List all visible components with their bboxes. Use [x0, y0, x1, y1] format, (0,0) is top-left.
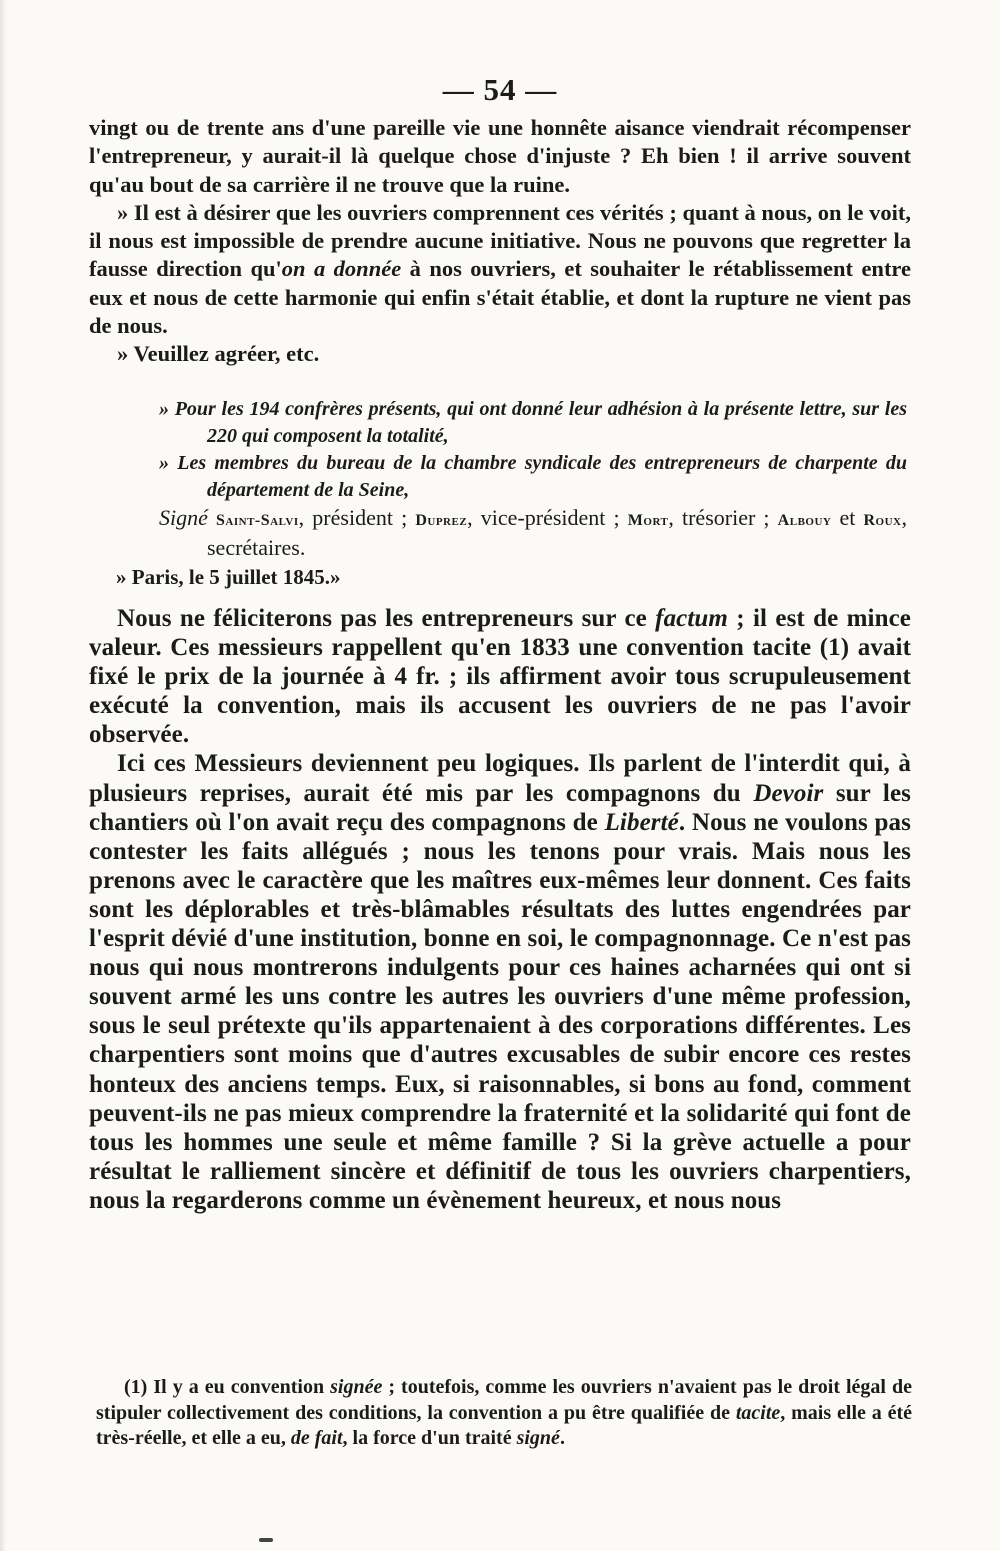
letter-p2-italic: on a donnée — [281, 256, 402, 282]
signature-block — [159, 396, 907, 561]
body-p2-text-c: . Nous ne voulons pas contester les faits allégués ; nous les tenons pour vrais. Mais nous les prenons avec le caractère que les maîtres eux-mêmes leur donnent. Ces faits sont les déplorables et très-blâmables résultats des luttes engendrées par l'esprit dévié d'une institution, bonne en soi, le compagnonnage. Ce n'est pas nous qui nous montrerons indulgents pour ces haines acharnées qui ont si souvent armé les uns contre les autres les ouvriers d'une même profession, sous le seul prétexte qu'ils appartenaient à des corporations différentes. Les charpentiers sont moins que d'autres excusables de subir encore ces restes honteux des anciens temps. Eux, si raisonnables, si bons au fond, comment peuvent-ils ne pas mieux comprendre la fraternité et la solidarité qui font de tous les hommes une seule et même famille ? Si la grève actuelle a pour résultat le ralliement sincère et définitif de tous les ouvriers charpentiers, nous la regarderons comme un évènement heureux, et nous nous — [89, 808, 911, 1214]
role-secretaires: , secrétaires. — [207, 505, 907, 560]
signature-line-bureau: » Les membres du bureau de la chambre syndicale des entrepreneurs de charpente du département de la Seine, — [159, 452, 907, 501]
body-p2-italic-devoir: Devoir — [753, 779, 824, 807]
body-paragraph-1 — [89, 604, 911, 749]
letter-paragraph-3: » Veuillez agréer, etc. — [117, 341, 320, 367]
dateline: » Paris, le 5 juillet 1845.» — [116, 565, 341, 589]
footnote-text-d: , la force d'un traité — [342, 1427, 517, 1449]
signature-line-names — [159, 504, 907, 561]
footnote-italic-de-fait: de fait — [290, 1427, 343, 1449]
ink-speck — [259, 1538, 273, 1542]
footnote-italic-signe: signé — [516, 1427, 560, 1449]
footnote-text-b: ; toutefois, comme les ouvriers n'avaient pas le droit légal de stipuler collectivement des conditions, la convention a pu être qualifiée de — [96, 1376, 913, 1424]
signature-line-confreres: » Pour les 194 confrères présents, qui ont donné leur adhésion à la présente lettre, sur les 220 qui composent la totalité, — [159, 398, 907, 447]
name-mort: Mort — [627, 512, 669, 529]
footnote-text-e: . — [559, 1427, 565, 1449]
body-text — [89, 604, 911, 1215]
body-p1-italic: factum — [655, 605, 728, 632]
footnote-text-a: (1) Il y a eu convention — [124, 1376, 331, 1398]
name-saint-salvi: Saint-Salvi — [216, 512, 299, 529]
letter-paragraph-1: vingt ou de trente ans d'une pareille vie une honnête aisance viendrait récompenser l'entrepreneur, y aurait-il là quelque chose d'injuste ? Eh bien ! il arrive souvent qu'au bout de sa carrière il ne trouve que la ruine. — [89, 115, 911, 197]
letter-paragraph-2 — [89, 199, 911, 340]
body-p1-text-b: ; il est de mince valeur. Ces messieurs rappellent qu'en 1833 une convention tacite (1) avait fixé le prix de la journée à 4 fr. ; ils affirment avoir tous scrupuleusement exécuté la convention, mais ils accusent les ouvriers de ne pas l'avoir observée. — [89, 605, 911, 749]
page-number: — 54 — — [442, 72, 558, 107]
footnote — [96, 1375, 912, 1452]
conjunction-et: et — [831, 505, 864, 530]
body-p2-text-b: sur les chantiers où l'on avait reçu des compagnons de — [89, 779, 911, 836]
footnote-italic-tacite: tacite — [735, 1401, 781, 1424]
name-roux: Roux — [863, 512, 902, 529]
footnote-italic-signee: signée — [330, 1376, 383, 1398]
role-tresorier: , trésorier ; — [668, 505, 778, 530]
role-president: , président ; — [298, 505, 416, 530]
name-duprez: Duprez — [415, 512, 468, 529]
letter-quote — [89, 114, 911, 369]
role-vice-president: , vice-président ; — [467, 505, 628, 530]
body-p2-italic-liberte: Liberté — [604, 808, 679, 836]
body-p1-text-a: Nous ne féliciterons pas les entrepreneurs sur ce — [117, 605, 656, 632]
body-paragraph-2 — [89, 749, 911, 1215]
letter-p2-text-b: à nos ouvriers, et souhaiter le rétablissement entre eux et nous de cette harmonie qui enfin s'était établie, et dont la rupture ne vient pas de nous. — [89, 256, 912, 339]
footnote-text-c: , mais elle a été très-réelle, et elle a eu, — [96, 1401, 913, 1449]
letter-p2-text-a: » Il est à désirer que les ouvriers comprennent ces vérités ; quant à nous, on le voit, il nous est impossible de prendre aucune initiative. Nous ne pouvons que regretter la fausse direction qu' — [89, 199, 911, 282]
signe-label: Signé — [159, 505, 208, 530]
page-edge-shadow — [0, 0, 6, 1551]
body-p2-text-a: Ici ces Messieurs deviennent peu logiques. Ils parlent de l'interdit qui, à plusieurs reprises, aurait été mis par les compagnons du — [89, 750, 911, 807]
name-albouy: Albouy — [777, 512, 832, 529]
